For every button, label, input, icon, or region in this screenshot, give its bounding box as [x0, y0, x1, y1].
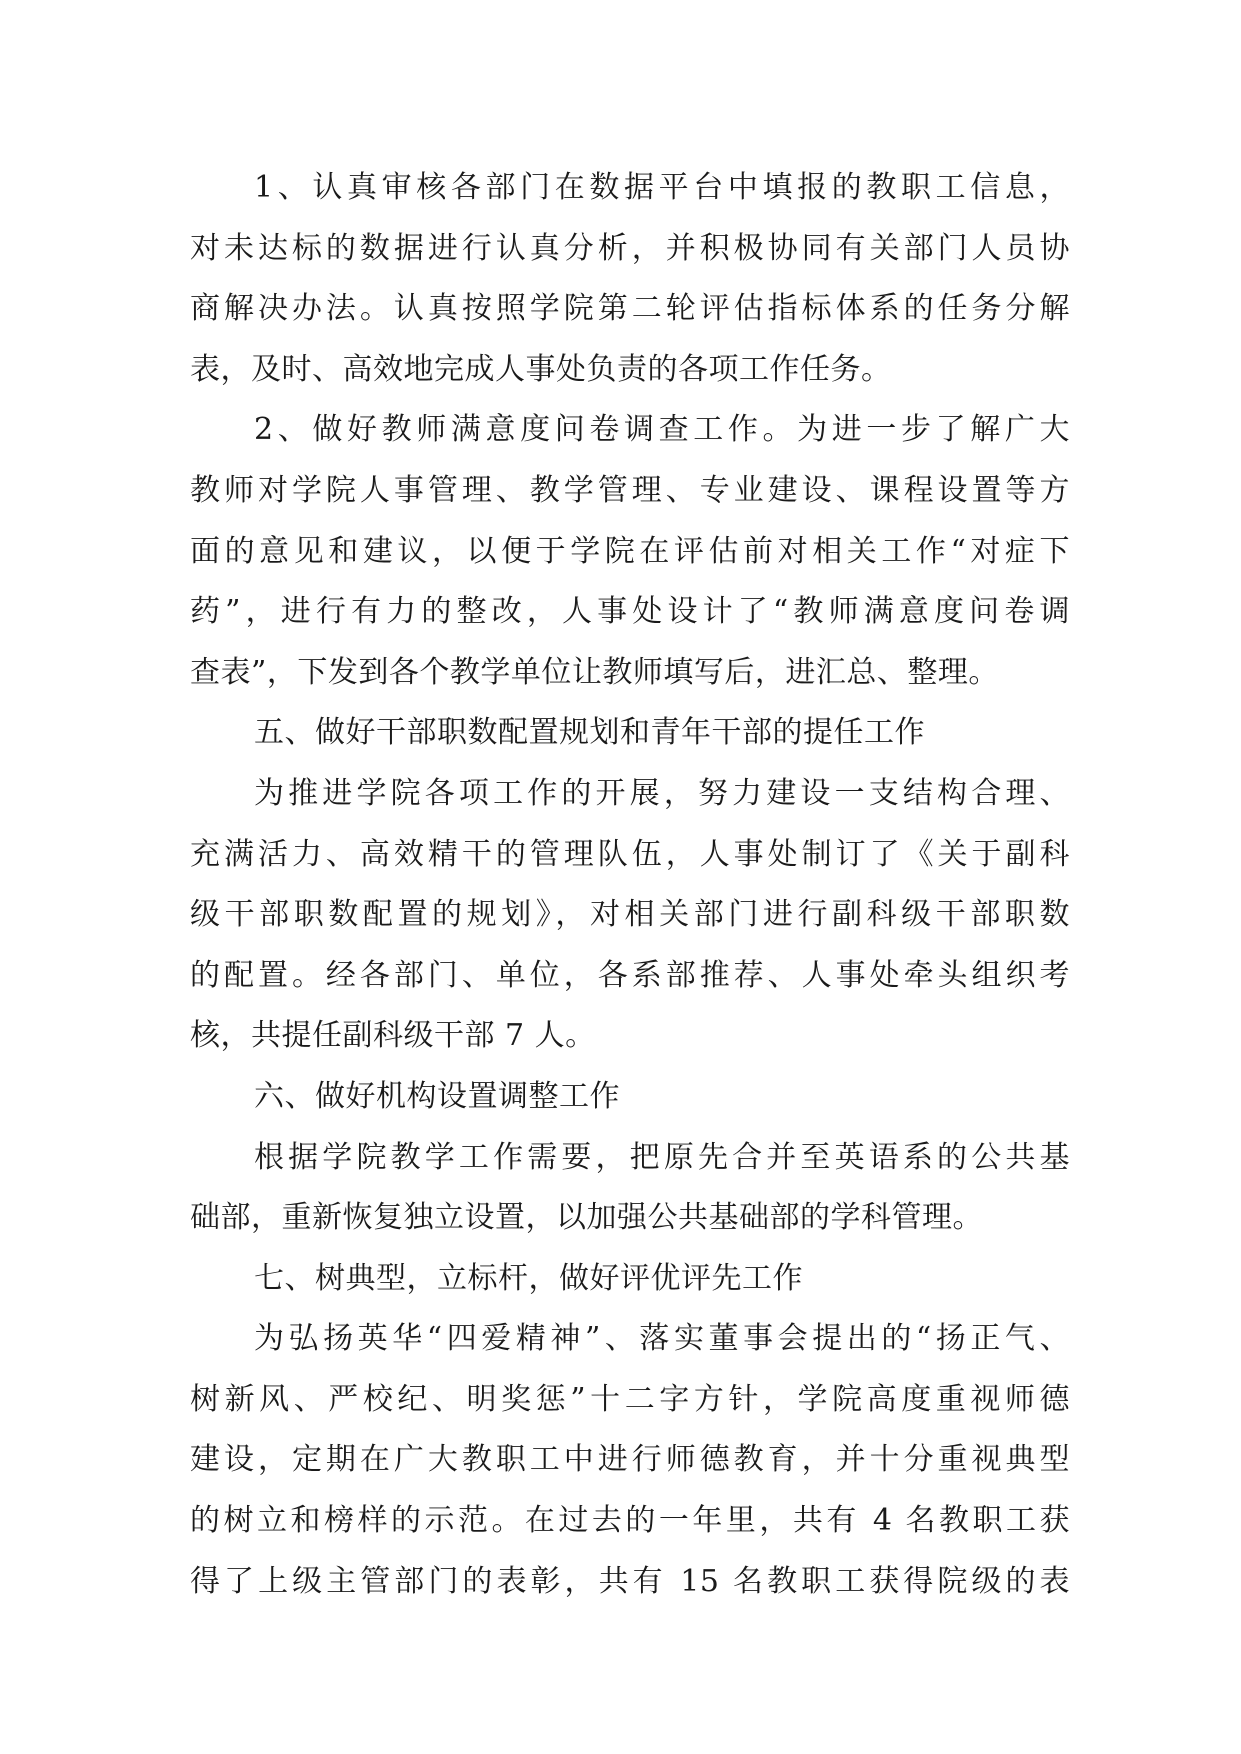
section-heading: 六、做好机构设置调整工作	[254, 1078, 620, 1114]
paragraph-line: 对未达标的数据进行认真分析，并积极协同有关部门人员协	[190, 230, 1070, 266]
paragraph-line: 核，共提任副科级干部 7 人。	[190, 1018, 596, 1054]
paragraph-line: 的树立和榜样的示范。在过去的一年里，共有 4 名教职工获	[190, 1503, 1070, 1539]
paragraph-line: 树新风、严校纪、明奖惩”十二字方针，学院高度重视师德	[190, 1381, 1070, 1417]
paragraph-line: 的配置。经各部门、单位，各系部推荐、人事处牵头组织考	[190, 957, 1070, 993]
paragraph-line: 查表”，下发到各个教学单位让教师填写后，进汇总、整理。	[190, 654, 999, 690]
paragraph-line: 得了上级主管部门的表彰，共有 15 名教职工获得院级的表	[190, 1563, 1070, 1599]
paragraph-line: 药”，进行有力的整改，人事处设计了“教师满意度问卷调	[190, 594, 1070, 630]
paragraph-line: 商解决办法。认真按照学院第二轮评估指标体系的任务分解	[190, 291, 1070, 327]
paragraph-line: 为弘扬英华“四爱精神”、落实董事会提出的“扬正气、	[254, 1321, 1070, 1357]
document-body	[190, 158, 1070, 1612]
paragraph-line: 根据学院教学工作需要，把原先合并至英语系的公共基	[254, 1139, 1070, 1175]
paragraph-line: 面的意见和建议，以便于学院在评估前对相关工作“对症下	[190, 533, 1070, 569]
paragraph-line: 1、认真审核各部门在数据平台中填报的教职工信息，	[254, 170, 1070, 205]
paragraph-line: 表，及时、高效地完成人事处负责的各项工作任务。	[190, 351, 892, 387]
paragraph-line: 础部，重新恢复独立设置，以加强公共基础部的学科管理。	[190, 1200, 983, 1236]
section-heading: 七、树典型，立标杆，做好评优评先工作	[254, 1260, 803, 1296]
paragraph-line: 级干部职数配置的规划》，对相关部门进行副科级干部职数	[190, 897, 1070, 933]
paragraph-line: 为推进学院各项工作的开展，努力建设一支结构合理、	[254, 775, 1070, 811]
paragraph-line: 充满活力、高效精干的管理队伍，人事处制订了《关于副科	[190, 836, 1070, 872]
paragraph-line: 2、做好教师满意度问卷调查工作。为进一步了解广大	[254, 412, 1070, 448]
paragraph-line: 建设，定期在广大教职工中进行师德教育，并十分重视典型	[190, 1442, 1070, 1478]
paragraph-line: 教师对学院人事管理、教学管理、专业建设、课程设置等方	[190, 472, 1070, 508]
section-heading: 五、做好干部职数配置规划和青年干部的提任工作	[254, 715, 925, 751]
